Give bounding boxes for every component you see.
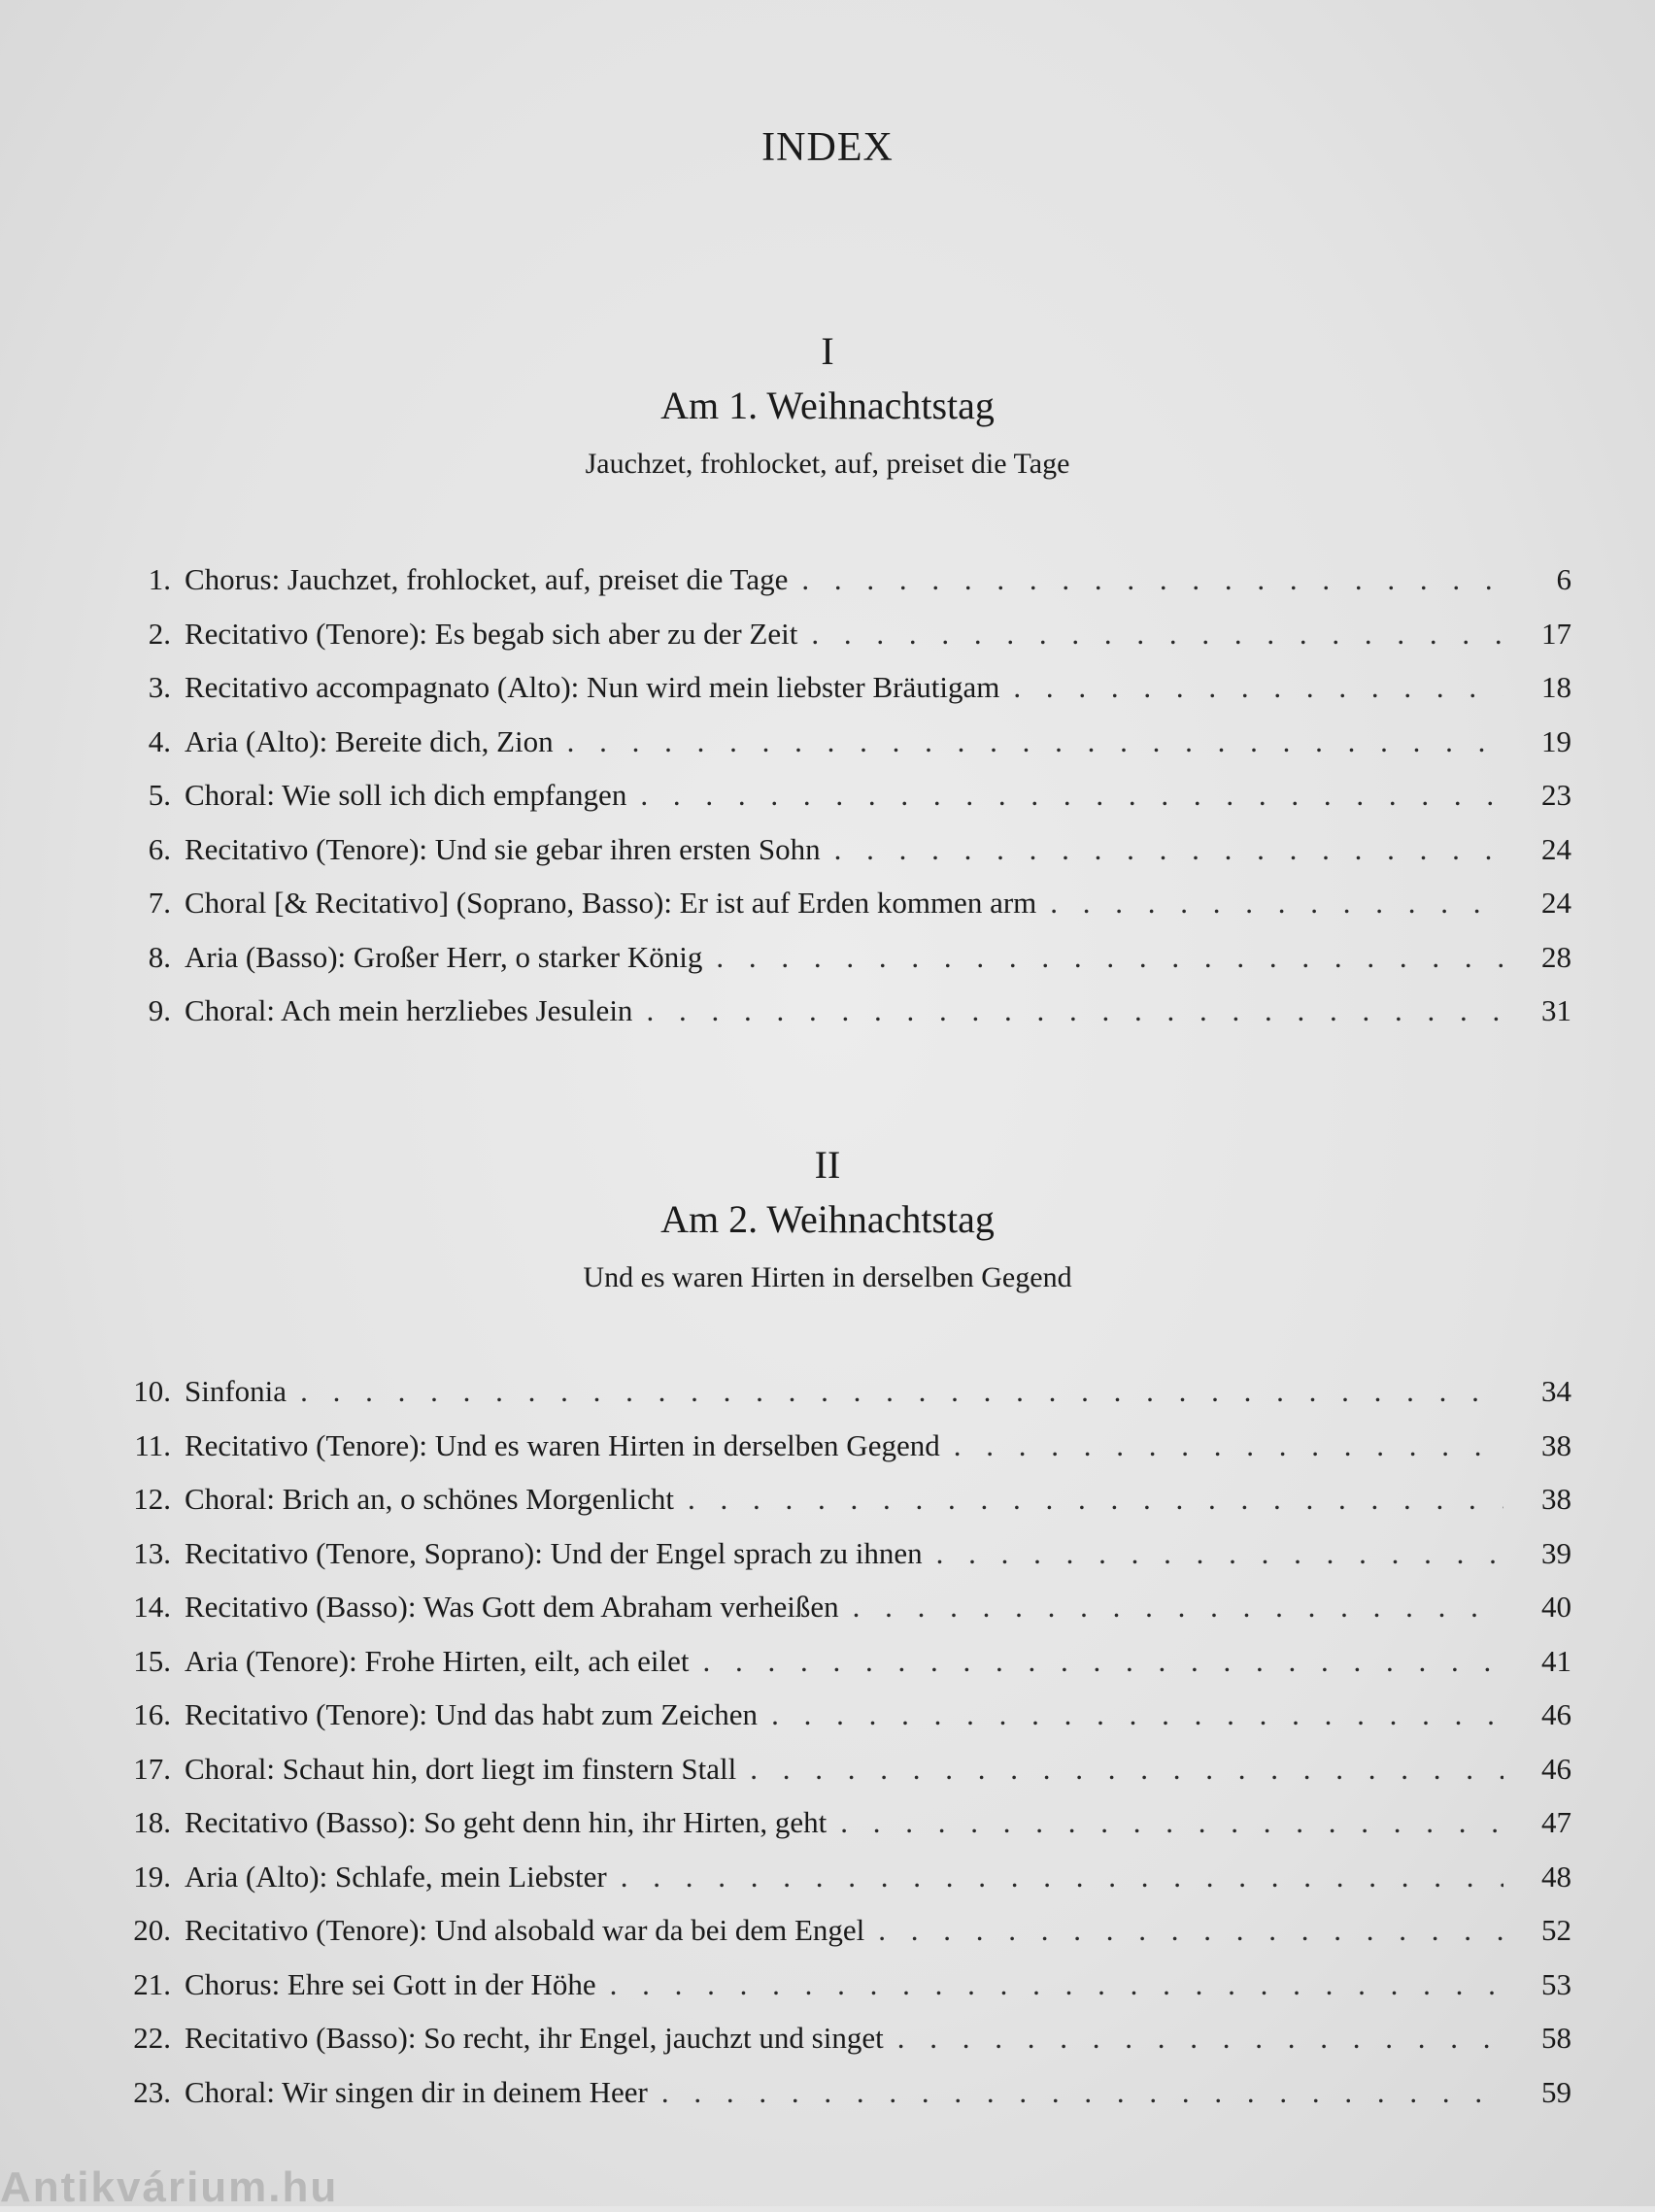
item-page: 52 (1541, 1913, 1571, 1947)
dot-leader (840, 1795, 1503, 1850)
item-title: Chorus: Jauchzet, frohlocket, auf, preiset die Tage (185, 562, 789, 596)
dot-leader (853, 1580, 1503, 1634)
dot-leader (801, 553, 1503, 607)
item-title: Recitativo (Tenore): Und das habt zum Zeichen (185, 1697, 759, 1731)
toc-item[interactable] (115, 1795, 1571, 1850)
item-title: Sinfonia (185, 1374, 287, 1408)
item-number: 14. (133, 1590, 171, 1624)
item-page: 59 (1541, 2074, 1571, 2109)
item-number: 20. (133, 1913, 171, 1947)
dot-leader (621, 1850, 1503, 1904)
item-title: Recitativo (Tenore): Und es waren Hirten in derselben Gegend (185, 1427, 940, 1462)
toc-item[interactable] (115, 1958, 1571, 2012)
item-page: 41 (1541, 1643, 1571, 1678)
toc-item[interactable] (115, 1634, 1571, 1689)
item-page: 18 (1541, 670, 1571, 704)
toc-item[interactable] (115, 1472, 1571, 1526)
dot-leader (897, 2011, 1503, 2065)
dot-leader (750, 1742, 1503, 1796)
item-number: 15. (133, 1643, 171, 1678)
item-title: Recitativo (Tenore): Es begab sich aber zu der Zeit (185, 616, 798, 651)
toc-item[interactable] (115, 2065, 1571, 2120)
item-title: Recitativo (Basso): So geht denn hin, ihr Hirten, geht (185, 1805, 828, 1839)
part-1-day: Am 1. Weihnachtstag (660, 384, 995, 427)
toc-item[interactable] (115, 1688, 1571, 1742)
item-number: 7. (148, 886, 171, 920)
item-number: 4. (148, 723, 171, 758)
toc-item[interactable] (115, 1850, 1571, 1904)
toc-item[interactable] (115, 876, 1571, 930)
toc-item[interactable] (115, 1419, 1571, 1473)
dot-leader (1013, 660, 1503, 715)
item-number: 22. (133, 2021, 171, 2055)
toc-item[interactable] (115, 553, 1571, 607)
dot-leader (661, 2065, 1503, 2120)
item-number: 11. (134, 1427, 171, 1462)
item-page: 46 (1541, 1697, 1571, 1731)
item-number: 21. (133, 1966, 171, 2001)
toc-item[interactable] (115, 660, 1571, 715)
dot-leader (688, 1472, 1503, 1526)
part-1-roman: I (821, 329, 834, 373)
item-title: Aria (Alto): Bereite dich, Zion (185, 723, 554, 758)
item-number: 19. (133, 1859, 171, 1894)
item-title: Aria (Basso): Großer Herr, o starker König (185, 939, 703, 974)
dot-leader (646, 984, 1503, 1038)
item-number: 10. (133, 1374, 171, 1408)
toc-item[interactable] (115, 607, 1571, 661)
item-number: 2. (148, 616, 171, 651)
item-number: 6. (148, 831, 171, 866)
item-page: 17 (1541, 616, 1571, 651)
dot-leader (878, 1903, 1503, 1958)
item-title: Recitativo (Tenore): Und sie gebar ihren ersten Sohn (185, 831, 821, 866)
item-number: 13. (133, 1535, 171, 1570)
part-2-roman: II (814, 1143, 841, 1187)
item-page: 39 (1541, 1535, 1571, 1570)
dot-leader (640, 768, 1503, 822)
dot-leader (954, 1419, 1503, 1473)
toc-item[interactable] (115, 1526, 1571, 1581)
item-number: 16. (133, 1697, 171, 1731)
part-1-toc (115, 553, 1571, 1038)
dot-leader (1050, 876, 1503, 930)
dot-leader (936, 1526, 1503, 1581)
dot-leader (610, 1958, 1503, 2012)
dot-leader (834, 822, 1503, 877)
item-number: 5. (148, 778, 171, 812)
item-page: 46 (1541, 1751, 1571, 1786)
item-page: 48 (1541, 1859, 1571, 1894)
item-page: 19 (1541, 723, 1571, 758)
dot-leader (811, 607, 1503, 661)
item-page: 47 (1541, 1805, 1571, 1839)
item-page: 24 (1541, 886, 1571, 920)
item-title: Choral: Ach mein herzliebes Jesulein (185, 993, 633, 1027)
item-title: Recitativo (Basso): So recht, ihr Engel, jauchzt und singet (185, 2021, 884, 2055)
dot-leader (716, 930, 1503, 985)
toc-item[interactable] (115, 930, 1571, 985)
part-2-day: Am 2. Weihnachtstag (660, 1197, 995, 1241)
part-2-subtitle: Und es waren Hirten in derselben Gegend (583, 1261, 1072, 1293)
index-title: INDEX (761, 125, 894, 170)
item-title: Recitativo (Tenore, Soprano): Und der Engel sprach zu ihnen (185, 1535, 923, 1570)
item-page: 58 (1541, 2021, 1571, 2055)
item-number: 1. (148, 562, 171, 596)
item-number: 8. (148, 939, 171, 974)
item-title: Choral: Wir singen dir in deinem Heer (185, 2074, 648, 2109)
dot-leader (300, 1364, 1503, 1419)
dot-leader (567, 715, 1503, 769)
item-page: 38 (1541, 1427, 1571, 1462)
item-page: 40 (1541, 1590, 1571, 1624)
toc-item[interactable] (115, 822, 1571, 877)
dot-leader (771, 1688, 1503, 1742)
part-2-header (0, 1140, 1655, 1299)
item-number: 23. (133, 2074, 171, 2109)
item-title: Aria (Tenore): Frohe Hirten, eilt, ach eilet (185, 1643, 690, 1678)
toc-item[interactable] (115, 1742, 1571, 1796)
item-title: Recitativo (Tenore): Und alsobald war da bei dem Engel (185, 1913, 865, 1947)
item-title: Choral: Brich an, o schönes Morgenlicht (185, 1482, 674, 1516)
item-title: Recitativo (Basso): Was Gott dem Abraham verheißen (185, 1590, 839, 1624)
item-title: Choral [& Recitativo] (Soprano, Basso): Er ist auf Erden kommen arm (185, 886, 1037, 920)
item-title: Choral: Schaut hin, dort liegt im finstern Stall (185, 1751, 737, 1786)
item-number: 18. (133, 1805, 171, 1839)
item-page: 38 (1541, 1482, 1571, 1516)
item-title: Choral: Wie soll ich dich empfangen (185, 778, 627, 812)
item-page: 28 (1541, 939, 1571, 974)
item-number: 3. (148, 670, 171, 704)
item-number: 9. (148, 993, 171, 1027)
item-page: 31 (1541, 993, 1571, 1027)
item-title: Aria (Alto): Schlafe, mein Liebster (185, 1859, 607, 1894)
toc-item[interactable] (115, 768, 1571, 822)
dot-leader (702, 1634, 1503, 1689)
item-page: 24 (1541, 831, 1571, 866)
item-number: 12. (133, 1482, 171, 1516)
item-page: 34 (1541, 1374, 1571, 1408)
item-number: 17. (133, 1751, 171, 1786)
toc-item[interactable] (115, 1903, 1571, 1958)
toc-item[interactable] (115, 715, 1571, 769)
toc-item[interactable] (115, 1364, 1571, 1419)
item-page: 53 (1541, 1966, 1571, 2001)
part-1-header (0, 326, 1655, 486)
toc-item[interactable] (115, 1580, 1571, 1634)
item-page: 6 (1556, 562, 1571, 596)
toc-item[interactable] (115, 2011, 1571, 2065)
watermark: Antikvárium.hu (0, 2163, 339, 2211)
item-title: Recitativo accompagnato (Alto): Nun wird mein liebster Bräutigam (185, 670, 1000, 704)
item-title: Chorus: Ehre sei Gott in der Höhe (185, 1966, 596, 2001)
part-2-toc (115, 1364, 1571, 2119)
item-page: 23 (1541, 778, 1571, 812)
part-1-subtitle: Jauchzet, frohlocket, auf, preiset die Tage (585, 448, 1070, 480)
toc-item[interactable] (115, 984, 1571, 1038)
